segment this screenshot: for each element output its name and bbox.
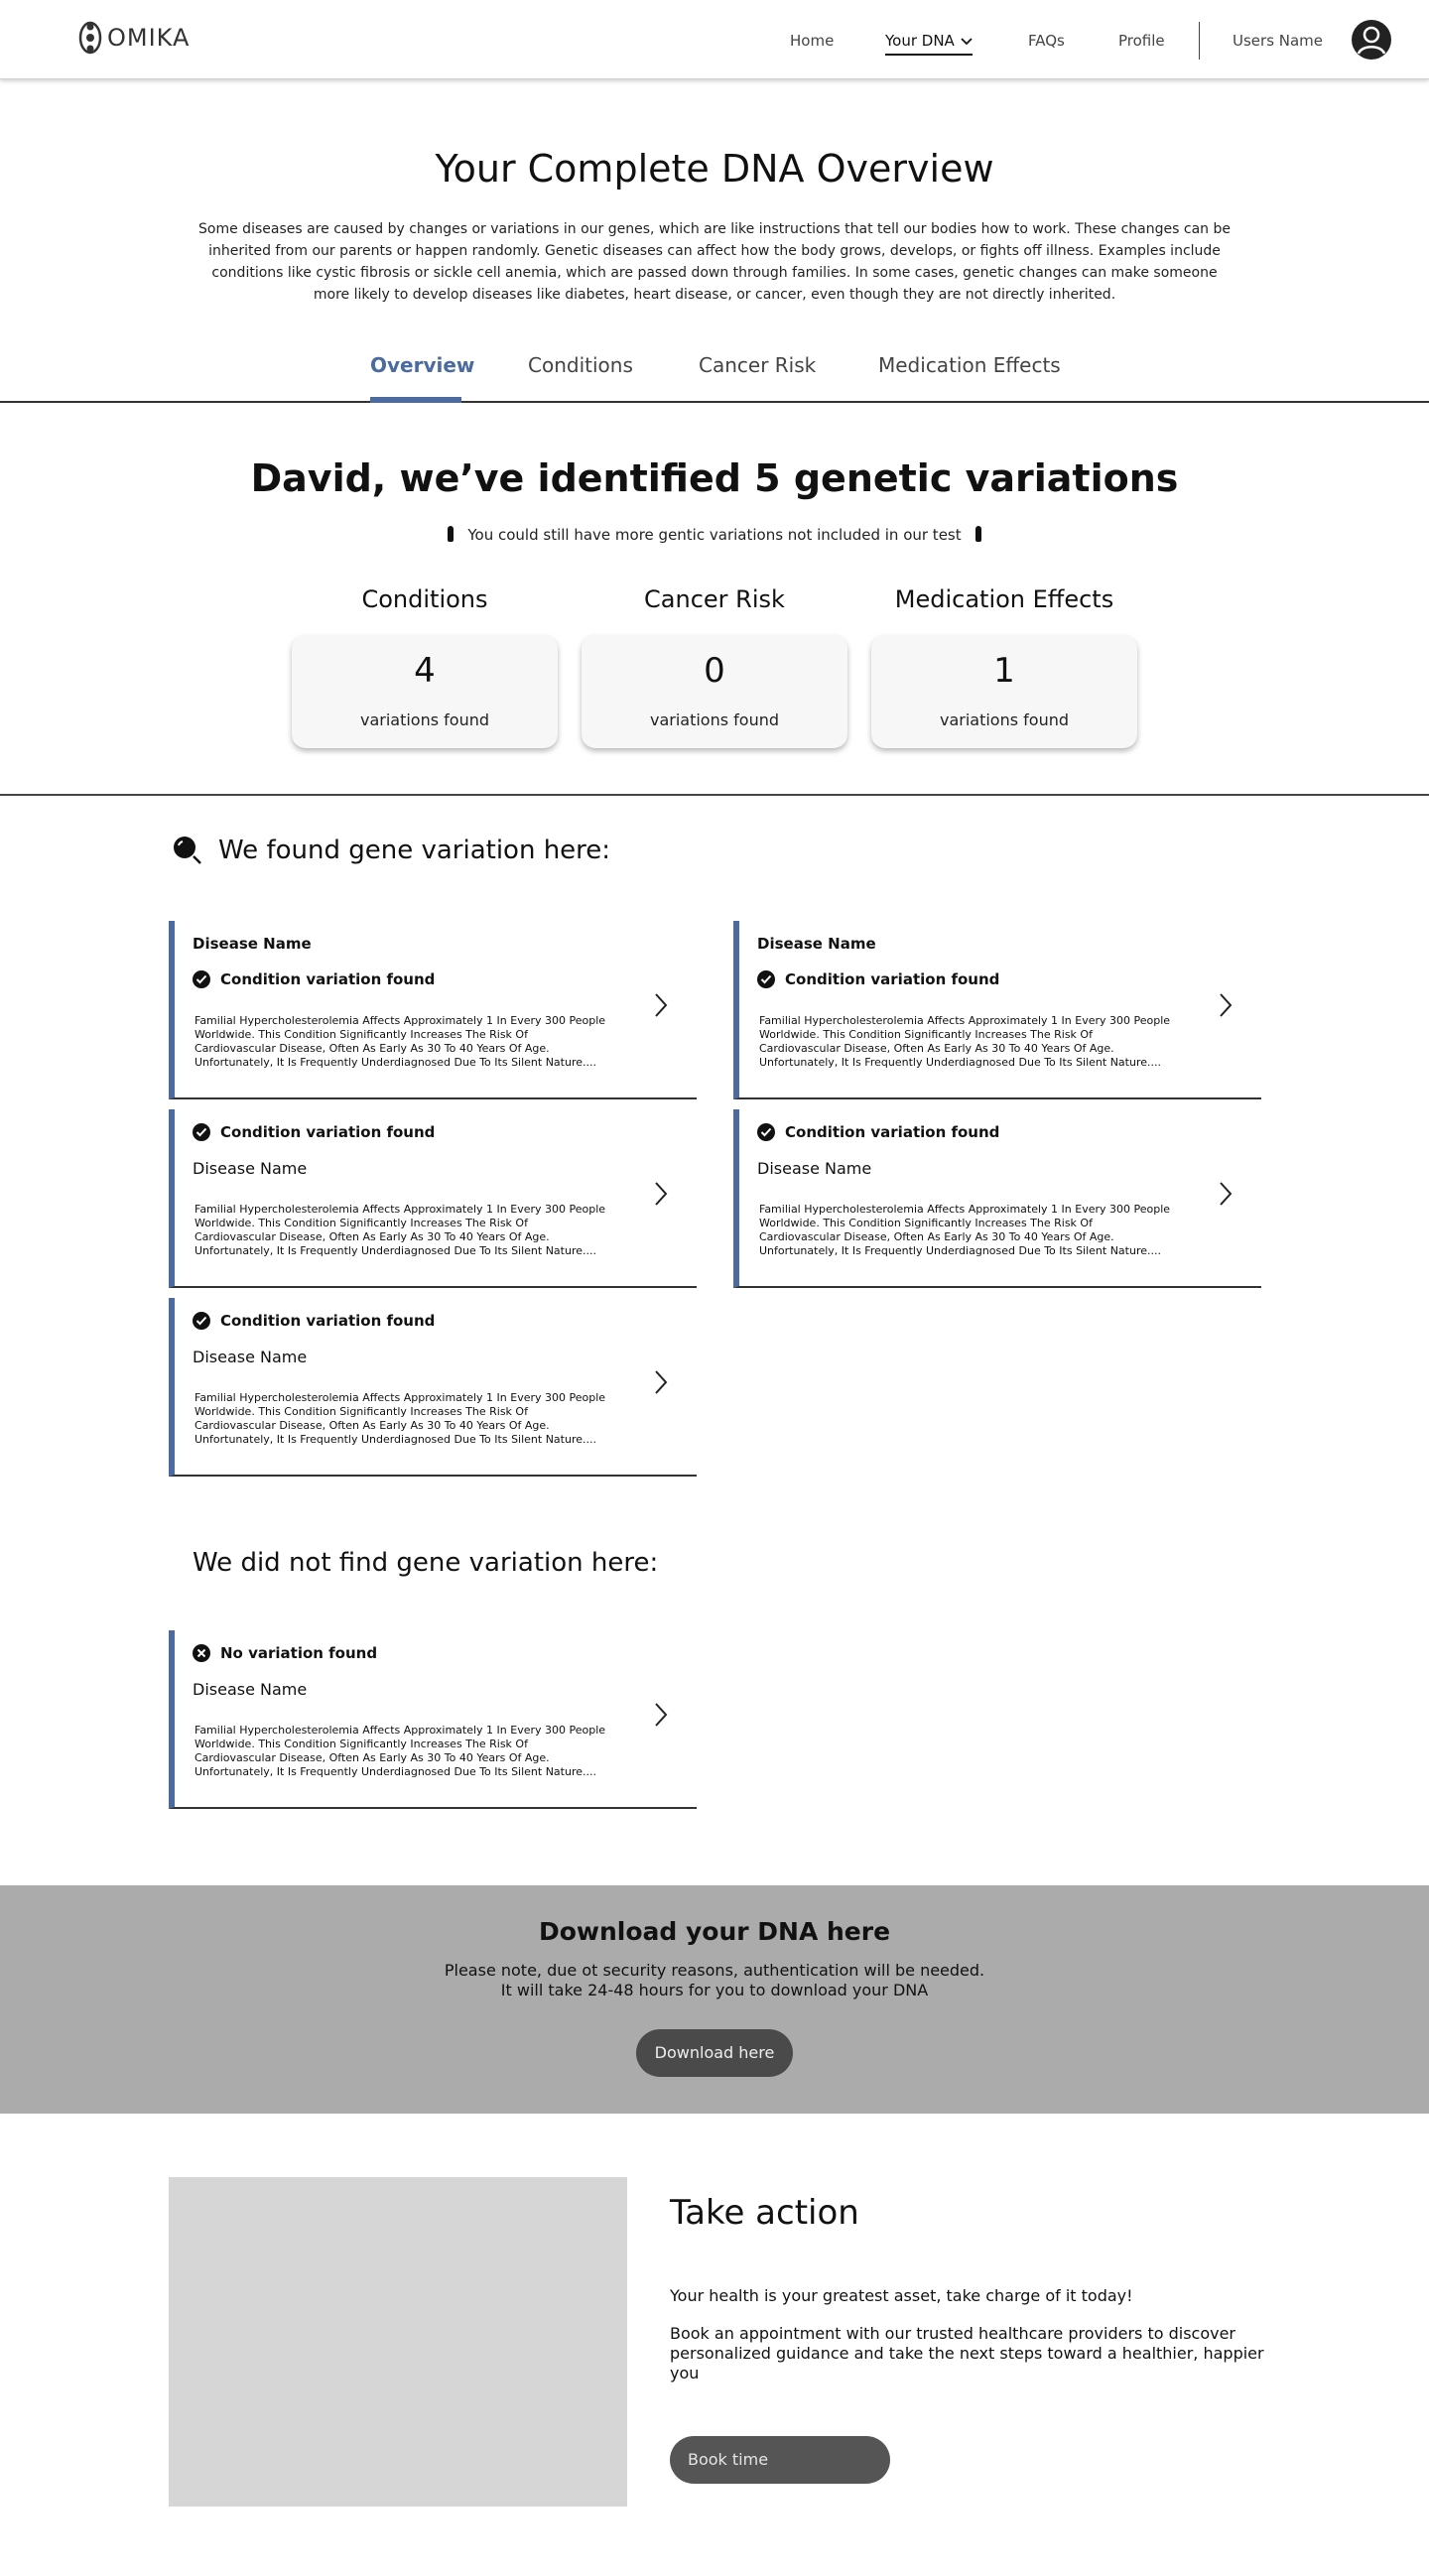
download-note-line-2: It will take 24-48 hours for you to download your DNA: [500, 1981, 929, 1999]
card-status-row: [193, 1123, 435, 1141]
card-status-row: [757, 970, 999, 988]
chevron-down-icon: [961, 32, 973, 50]
variation-status: Condition variation found: [220, 1312, 436, 1330]
card-disease-row: [757, 935, 876, 953]
download-section: [0, 1885, 1429, 2114]
card-disease-row: [193, 935, 312, 953]
not-found-heading: We did not find gene variation here:: [193, 1548, 659, 1578]
found-heading: [173, 836, 610, 865]
headline-suffix: genetic variations: [780, 456, 1179, 500]
user-icon: [1352, 20, 1391, 60]
stat-value: 1: [993, 651, 1015, 691]
chevron-right-icon[interactable]: [1216, 1179, 1235, 1209]
take-action-title: Take action: [670, 2193, 859, 2233]
variation-status: Condition variation found: [785, 1123, 1000, 1141]
top-navbar: [0, 0, 1429, 79]
chevron-right-icon[interactable]: [651, 990, 671, 1020]
notice-text: You could still have more gentic variations not included in our test: [467, 526, 962, 544]
download-note-line-1: Please note, due ot security reasons, authentication will be needed.: [444, 1961, 985, 1980]
variation-status: Condition variation found: [785, 970, 1000, 988]
exclamation-icon: [975, 526, 981, 542]
book-time-button[interactable]: Book time: [670, 2436, 890, 2484]
stat-label-medication: Medication Effects: [894, 585, 1114, 613]
card-disease-row: [193, 1159, 307, 1178]
variation-card[interactable]: [169, 1298, 697, 1477]
tab-conditions[interactable]: Conditions: [528, 353, 633, 377]
tab-bar: [0, 347, 1429, 403]
avatar[interactable]: [1352, 20, 1391, 60]
disease-description: Familial Hypercholesterolemia Affects Approximately 1 In Every 300 People Worldwide. This Condition Significantly Increases The Risk Of Cardiovascular Disease, Often As Early As 30 To 40 Years Of Age. Unfortunately, It Is Frequently Underdiagnosed Due To Its Silent Nature....: [195, 1724, 606, 1778]
check-circle-icon: [757, 1123, 775, 1141]
image-placeholder: [169, 2177, 627, 2507]
variation-status: Condition variation found: [220, 970, 436, 988]
nav-faqs[interactable]: FAQs: [1028, 32, 1065, 50]
disease-description: Familial Hypercholesterolemia Affects Approximately 1 In Every 300 People Worldwide. This Condition Significantly Increases The Risk Of Cardiovascular Disease, Often As Early As 30 To 40 Years Of Age. Unfortunately, It Is Frequently Underdiagnosed Due To Its Silent Nature....: [759, 1203, 1171, 1257]
found-heading-text: We found gene variation here:: [218, 836, 611, 865]
disease-name: Disease Name: [193, 1159, 308, 1178]
stat-card-conditions[interactable]: [292, 635, 558, 748]
stat-subtitle: variations found: [649, 710, 780, 729]
search-icon: [173, 836, 202, 865]
variation-card[interactable]: [733, 1109, 1261, 1288]
stat-value: 0: [704, 651, 725, 691]
variation-card[interactable]: [169, 921, 697, 1099]
page-title: Your Complete DNA Overview: [435, 147, 994, 191]
card-disease-row: [757, 1159, 871, 1178]
logo-mark-icon: [77, 20, 103, 56]
headline-prefix: David, we’ve identified: [250, 456, 755, 500]
download-title: Download your DNA here: [538, 1917, 891, 1946]
take-action-intro: Your health is your greatest asset, take charge of it today!: [670, 2286, 1133, 2305]
nav-profile[interactable]: Profile: [1118, 32, 1165, 50]
active-tab-indicator: [370, 397, 461, 403]
variation-status: Condition variation found: [220, 1123, 436, 1141]
download-button[interactable]: Download here: [636, 2029, 793, 2077]
chevron-right-icon[interactable]: [651, 1179, 671, 1209]
variation-status: No variation found: [220, 1644, 378, 1662]
no-variation-card[interactable]: [169, 1630, 697, 1809]
disease-name: Disease Name: [757, 935, 876, 953]
chevron-right-icon[interactable]: [1216, 990, 1235, 1020]
stat-subtitle: variations found: [939, 710, 1070, 729]
variation-count: 5: [754, 456, 781, 500]
stat-card-medication[interactable]: [871, 635, 1137, 748]
stat-card-cancer-risk[interactable]: [582, 635, 847, 748]
tab-medication-effects[interactable]: Medication Effects: [878, 353, 1061, 377]
user-name[interactable]: Users Name: [1233, 32, 1324, 50]
overview-description: Some diseases are caused by changes or variations in our genes, which are like instructions that tell our bodies how to work. These changes can be inherited from our parents or happen randomly. Genetic diseases can affect how the body grows, develops, or fights off illness. Examples include conditions like cystic fibrosis or sickle cell anemia, which are passed down through families. In some cases, genetic changes can make someone more likely to develop diseases like diabetes, heart disease, or cancer, even though they are not directly inherited.: [198, 221, 1231, 303]
disease-description: Familial Hypercholesterolemia Affects Approximately 1 In Every 300 People Worldwide. This Condition Significantly Increases The Risk Of Cardiovascular Disease, Often As Early As 30 To 40 Years Of Age. Unfortunately, It Is Frequently Underdiagnosed Due To Its Silent Nature....: [195, 1014, 606, 1069]
logo[interactable]: [77, 20, 190, 56]
stat-label-conditions: Conditions: [361, 585, 488, 613]
chevron-right-icon[interactable]: [651, 1367, 671, 1397]
stat-label-cancer-risk: Cancer Risk: [644, 585, 785, 613]
variation-card[interactable]: [733, 921, 1261, 1099]
stat-value: 4: [414, 651, 436, 691]
check-circle-icon: [193, 1123, 210, 1141]
disease-description: Familial Hypercholesterolemia Affects Approximately 1 In Every 300 People Worldwide. This Condition Significantly Increases The Risk Of Cardiovascular Disease, Often As Early As 30 To 40 Years Of Age. Unfortunately, It Is Frequently Underdiagnosed Due To Its Silent Nature....: [759, 1014, 1171, 1069]
download-note: [0, 1961, 1429, 2000]
exclamation-icon: [448, 526, 454, 542]
notice: [0, 526, 1429, 544]
card-status-row: [193, 970, 435, 988]
logo-text: OMIKA: [107, 24, 191, 52]
nav-your-dna-label: Your DNA: [885, 32, 955, 50]
card-status-row: [193, 1312, 435, 1330]
variations-headline: [0, 456, 1429, 500]
variation-card[interactable]: [169, 1109, 697, 1288]
disease-name: Disease Name: [757, 1159, 872, 1178]
section-divider: [0, 794, 1429, 796]
tab-overview[interactable]: Overview: [370, 353, 475, 377]
disease-description: Familial Hypercholesterolemia Affects Approximately 1 In Every 300 People Worldwide. This Condition Significantly Increases The Risk Of Cardiovascular Disease, Often As Early As 30 To 40 Years Of Age. Unfortunately, It Is Frequently Underdiagnosed Due To Its Silent Nature....: [195, 1203, 606, 1257]
nav-divider: [1199, 22, 1200, 60]
nav-your-dna[interactable]: [885, 32, 973, 56]
disease-name: Disease Name: [193, 1680, 308, 1699]
check-circle-icon: [193, 970, 210, 988]
card-status-row: [757, 1123, 999, 1141]
tab-cancer-risk[interactable]: Cancer Risk: [699, 353, 817, 377]
stat-subtitle: variations found: [359, 710, 490, 729]
card-status-row: [193, 1644, 377, 1662]
disease-name: Disease Name: [193, 935, 312, 953]
disease-name: Disease Name: [193, 1348, 308, 1366]
nav-home[interactable]: Home: [790, 32, 835, 50]
check-circle-icon: [193, 1312, 210, 1330]
card-disease-row: [193, 1348, 307, 1366]
card-disease-row: [193, 1680, 307, 1699]
check-circle-icon: [757, 970, 775, 988]
disease-description: Familial Hypercholesterolemia Affects Approximately 1 In Every 300 People Worldwide. This Condition Significantly Increases The Risk Of Cardiovascular Disease, Often As Early As 30 To 40 Years Of Age. Unfortunately, It Is Frequently Underdiagnosed Due To Its Silent Nature....: [195, 1391, 606, 1446]
x-circle-icon: [193, 1644, 210, 1662]
take-action-text: Book an appointment with our trusted healthcare providers to discover personalized guidance and take the next steps toward a healthier, happier you: [670, 2324, 1264, 2383]
chevron-right-icon[interactable]: [651, 1700, 671, 1730]
